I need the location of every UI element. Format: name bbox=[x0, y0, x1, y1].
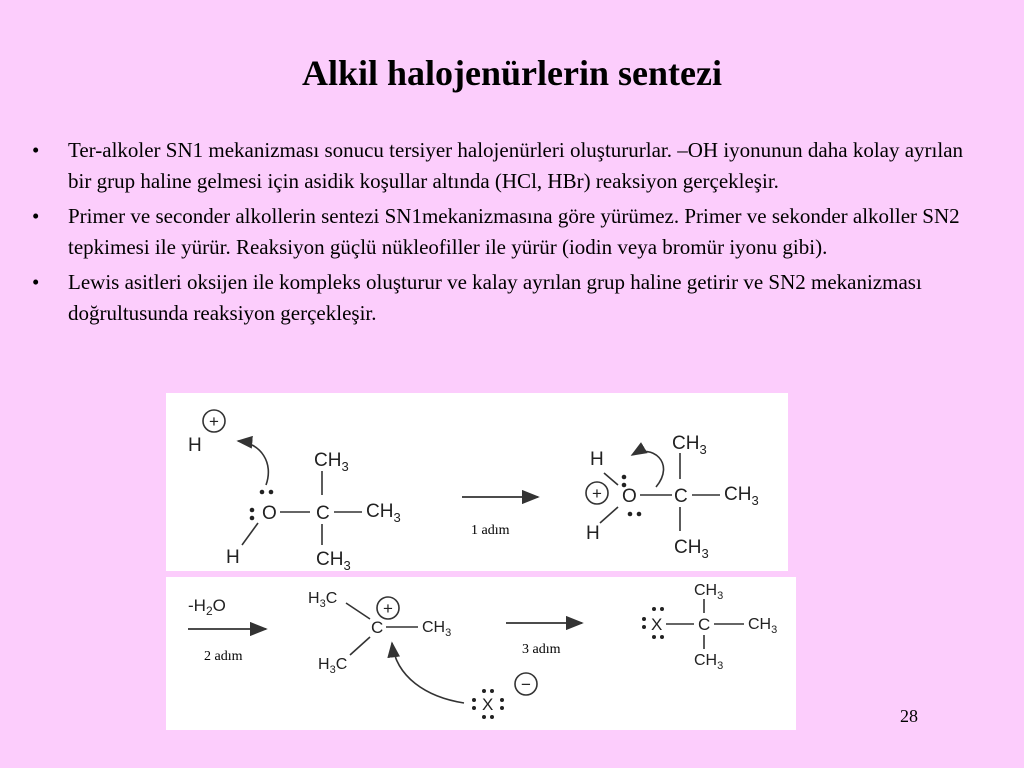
hydrogen-atom: H bbox=[586, 523, 600, 544]
page-number: 28 bbox=[900, 706, 918, 726]
lone-pair-dot bbox=[482, 715, 486, 719]
reaction-step2-3-svg bbox=[166, 577, 796, 730]
lone-pair-dot bbox=[490, 715, 494, 719]
methyl-group: $CH_3$ bbox=[694, 582, 724, 602]
curved-arrow bbox=[238, 441, 268, 485]
methyl-group: $CH_3$ bbox=[694, 652, 724, 672]
lone-pair-dot bbox=[472, 706, 476, 710]
lone-pair-dot bbox=[269, 490, 274, 495]
step-label: 1 adım bbox=[471, 523, 510, 538]
oxygen-atom: O bbox=[262, 503, 277, 524]
bullet-list bbox=[30, 135, 980, 333]
methyl-group: $CH_3$ bbox=[672, 433, 707, 457]
slide-title: Alkil halojenürlerin sentezi bbox=[302, 53, 722, 93]
positive-charge-sign: + bbox=[209, 412, 219, 431]
positive-charge-sign: + bbox=[592, 484, 602, 503]
lone-pair-dot bbox=[472, 698, 476, 702]
lone-pair-dot bbox=[622, 475, 627, 480]
bullet-text: Ter-alkoler SN1 mekanizması sonucu tersiyer halojenürleri oluştururlar. –OH iyonunun daha kolay ayrılan bir grup haline gelmesi için asidik koşullar altında (HCl, HBr) reaksiyon gerçekleşir. bbox=[68, 138, 964, 193]
bullet-item bbox=[30, 201, 980, 263]
oxygen-atom: O bbox=[622, 486, 637, 507]
curved-arrow bbox=[392, 643, 464, 703]
methyl-group: $CH_3$ bbox=[316, 549, 351, 571]
lone-pair-dot bbox=[637, 512, 642, 517]
bullet-item bbox=[30, 135, 980, 197]
lone-pair-dot bbox=[482, 689, 486, 693]
lone-pair-dot bbox=[628, 512, 633, 517]
hydrogen-atom: H bbox=[226, 547, 240, 568]
methyl-group: $CH_3$ bbox=[674, 537, 709, 561]
bond bbox=[600, 507, 618, 523]
lone-pair-dot bbox=[500, 698, 504, 702]
lone-pair-dot bbox=[660, 607, 664, 611]
lone-pair-dot bbox=[250, 516, 255, 521]
bullet-text: Primer ve seconder alkollerin sentezi SN1mekanizmasına göre yürümez. Primer ve sekonder alkoller SN2 tepkimesi ile yürür. Reaksiyon güçlü nükleofiller ile yürür (iodin veya bromür iyonu gibi). bbox=[68, 204, 960, 259]
bullet-dot: • bbox=[32, 204, 40, 228]
reaction-step1-svg bbox=[166, 393, 788, 571]
lone-pair-dot bbox=[652, 635, 656, 639]
bullet-dot: • bbox=[32, 138, 40, 162]
methyl-group: $CH_3$ bbox=[748, 616, 778, 636]
bond bbox=[346, 603, 370, 619]
leaving-water: $-H_2O$ bbox=[188, 596, 226, 618]
proton-label: H bbox=[188, 435, 202, 456]
halide-atom: X bbox=[482, 695, 494, 714]
lone-pair-dot bbox=[250, 508, 255, 513]
step-label: 3 adım bbox=[522, 642, 561, 657]
curved-arrow bbox=[632, 451, 664, 487]
negative-charge-sign: − bbox=[521, 675, 531, 694]
methyl-group: $CH_3$ bbox=[724, 484, 759, 508]
lone-pair-dot bbox=[642, 625, 646, 629]
halide-atom: X bbox=[651, 615, 663, 634]
lone-pair-dot bbox=[490, 689, 494, 693]
lone-pair-dot bbox=[652, 607, 656, 611]
carbon-atom: C bbox=[371, 618, 384, 637]
bullet-item bbox=[30, 267, 980, 329]
carbon-atom: C bbox=[698, 615, 711, 634]
bond bbox=[242, 523, 258, 545]
hydrogen-atom: H bbox=[590, 449, 604, 470]
bond bbox=[604, 473, 618, 485]
methyl-group: $CH_3$ bbox=[366, 501, 401, 525]
lone-pair-dot bbox=[642, 617, 646, 621]
bullet-dot: • bbox=[32, 270, 40, 294]
positive-charge-sign: + bbox=[383, 599, 393, 618]
carbon-atom: C bbox=[674, 486, 688, 507]
carbon-atom: C bbox=[316, 503, 330, 524]
methyl-group: $H_3C$ bbox=[318, 656, 348, 676]
lone-pair-dot bbox=[260, 490, 265, 495]
bullet-text: Lewis asitleri oksijen ile kompleks oluşturur ve kalay ayrılan grup haline getirir ve SN2 mekanizması doğrultusunda reaksiyon gerçekleşir. bbox=[68, 270, 922, 325]
methyl-group: $CH_3$ bbox=[422, 619, 452, 639]
methyl-group: $CH_3$ bbox=[314, 450, 349, 474]
methyl-group: $H_3C$ bbox=[308, 590, 338, 610]
lone-pair-dot bbox=[500, 706, 504, 710]
reaction-panel-step1 bbox=[166, 393, 788, 571]
step-label: 2 adım bbox=[204, 649, 243, 664]
bond bbox=[350, 637, 370, 655]
lone-pair-dot bbox=[660, 635, 664, 639]
reaction-panel-step2-3 bbox=[166, 577, 796, 730]
